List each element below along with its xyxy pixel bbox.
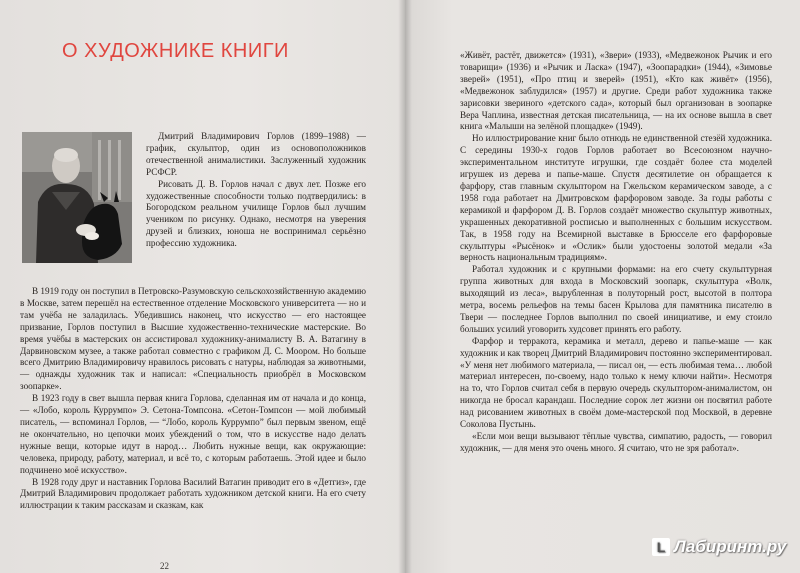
- artist-photo: [22, 132, 132, 263]
- paragraph: Но иллюстрирование книг было отнюдь не единственной стезёй художника. С середины 1930-х годов Горлов работает во Всесоюзном научно-экспериментальном институте игрушки, где создаёт более ста моделей игрушек из дерева и папье-маше. Спустя десятилетие он обращается к фарфору, став главным скульптором на Гжельском керамическом заводе, а с 1958 года работает на Дмитровском фарфоровом заводе. За годы работы с керамикой и фарфором Д. В. Горлов создаёт множество скульптур животных, украшенных декоративной росписью и выполненных с большим искусством. Так, в 1958 году на Всемирной выставке в Брюсселе его фарфоровые скульптуры «Рысёнок» и «Ослик» были удостоены золотой медали «За верность национальным традициям».: [460, 133, 772, 263]
- paragraph: Рисовать Д. В. Горлов начал с двух лет. Позже его художественные способности только подтвердились: в Богородском реальном училище Горлов был лучшим учеником по рисунку. Однако, несмотря на уверения друзей и близких, юноша не воспринимал серьёзно профессию художника.: [146, 178, 366, 249]
- watermark-text: Лабиринт.ру: [674, 537, 787, 556]
- labirint-watermark: [652, 537, 786, 557]
- section-heading: О ХУДОЖНИКЕ КНИГИ: [62, 40, 289, 62]
- paragraph: Работал художник и с крупными формами: на его счету скульптурная группа животных для входа в Московский зоопарк, скульптура «Волк, выходящий из леса», вырубленная в полуторный рост, высотой в полтора метра, восемь рельефов на темы басен Крылова для памятника писателю в Твери — последнее Горлов выполнил по своей инициативе, и ему стоило больших усилий уговорить худсовет принять его работу.: [460, 264, 772, 334]
- paragraph: «Если мои вещи вызывают тёплые чувства, симпатию, радость, — говорил художник, — для меня это очень много. Я считаю, что не зря работал».: [460, 431, 772, 453]
- paragraph: В 1923 году в свет вышла первая книга Горлова, сделанная им от начала и до конца, — «Лобо, король Куррумпо» Э. Сетона-Томпсона. «Сетон-Томпсон — мой любимый писатель, — вспоминал Горлов, — “Лобо, король Куррумпо” был первым звеном, ещё не окончательно, но цепочки моих убеждений о том, что в искусстве надо делать нужные вещи, которые идут в народ… Любить нужные вещи, как окружающие: человека, природу, работу, материал, и всё то, с которым работаешь. Этой идее и было подчинено моё искусство».: [20, 393, 366, 475]
- intro-column: [146, 131, 366, 250]
- paragraph: Дмитрий Владимирович Горлов (1899–1988) — график, скульптор, один из основоположников отечественной анималистики. Заслуженный художник РСФСР.: [146, 131, 366, 177]
- book-spine-shadow: [398, 0, 412, 573]
- left-body-column: [20, 286, 366, 512]
- labirint-logo-icon: L: [652, 538, 670, 556]
- right-page: [405, 0, 800, 573]
- paragraph: Фарфор и терракота, керамика и металл, дерево и папье-маше — как художник и как творец Дмитрий Владимирович постоянно экспериментировал. «У меня нет любимого материала, — писал он, — есть любимая тема… любой материал интересен, по-своему, надо только к нему ключи найти». Несмотря на то, что Горлов считал себя в первую очередь скульптором-анималистом, он никогда не бросал карандаш. Последние сорок лет жизни он посвятил работе над рисованием животных в своём доме-мастерской под Москвой, в деревне Соколова Пустынь.: [460, 335, 772, 430]
- paragraph: В 1919 году он поступил в Петровско-Разумовскую сельскохозяйственную академию в Москве, затем перешёл на естественное отделение Московского университета — но и там учёба не заладилась. Убедившись наконец, что искусство — его настоящее призвание, Горлов поступил в Высшие художественно-технические мастерские. Во время учёбы в мастерских он ассистировал художнику-анималисту В. А. Ватагину в Дарвиновском музее, а также работал совместно с графиком Д. С. Моором. Но больше всего Дмитрию Владимировичу нравилось рисовать с натуры, наблюдая за животными, — однажды художник так и написал: «Специальность приобрёл в Московском зоопарке».: [20, 286, 366, 392]
- right-body-column: [460, 50, 772, 455]
- paragraph: «Живёт, растёт, движется» (1931), «Звери» (1933), «Медвежонок Рычик и его товарищи» (1936) и «Рычик и Ласка» (1947), «Зоопарадки» (1944), «Зимовье зверей» (1951), «Про птиц и зверей» (1951), «Кто как живёт» (1956), «Медвежонок заблудился» (1957) и другие. Среди работ художника также зарисовки звериного «детского сада», который был организован в зоопарке Вера Чаплина, известная детская писательница, — на их основе вышла в свет книга «Малыши на зелёной площадке» (1949).: [460, 50, 772, 132]
- page-number: 22: [160, 561, 169, 571]
- paragraph: В 1928 году друг и наставник Горлова Василий Ватагин приводит его в «Детгиз», где Дмитрий Владимирович продолжает работать художником детской книги. На его счету иллюстрации к таким рассказам и сказкам, как: [20, 476, 366, 511]
- artist-with-dog-image: [22, 132, 132, 263]
